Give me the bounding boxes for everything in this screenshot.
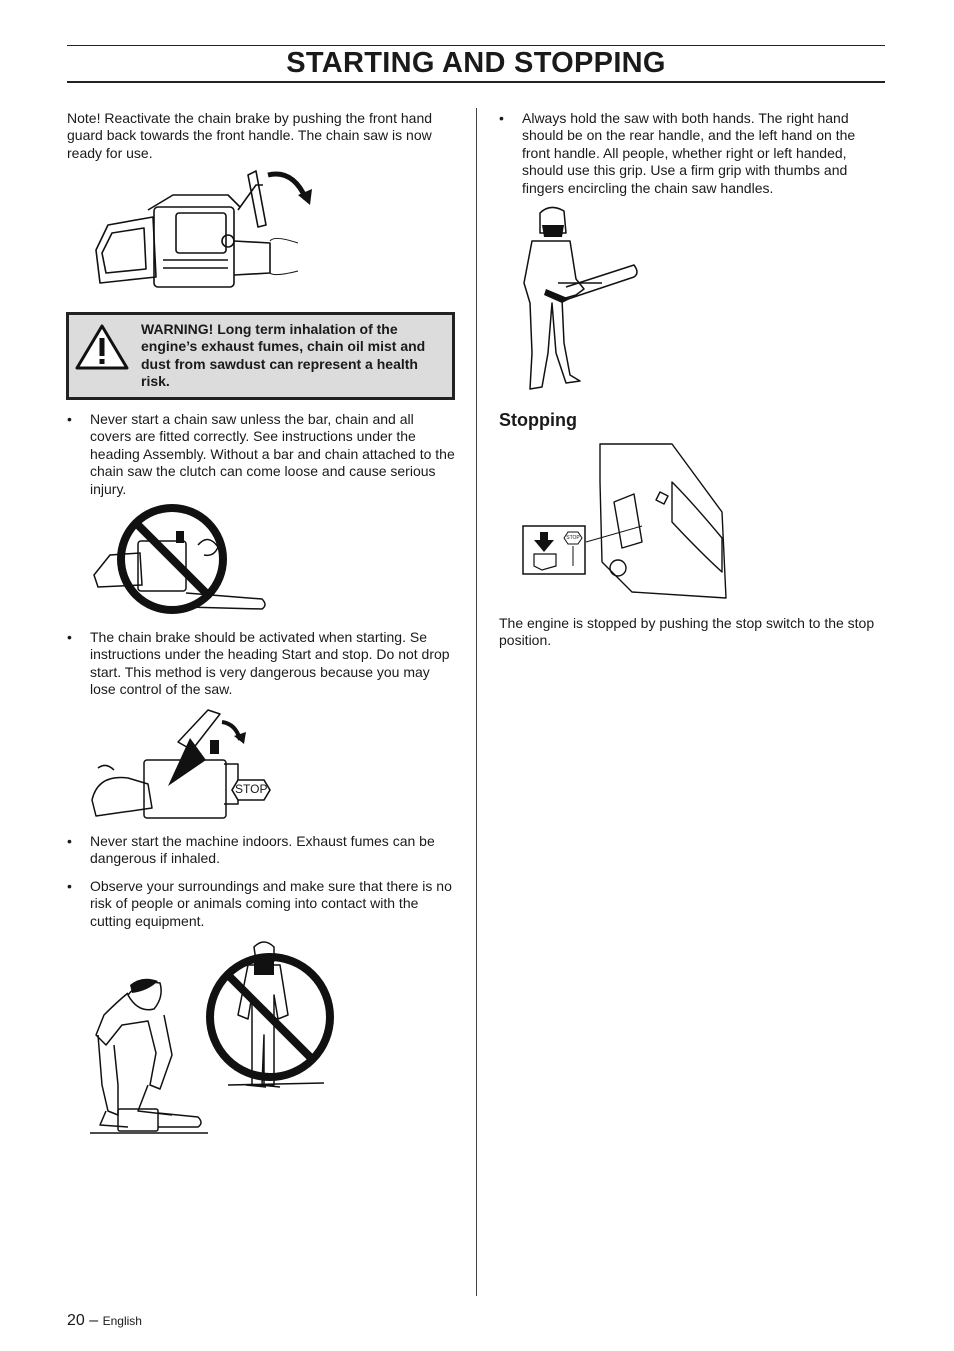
footer-language: English: [102, 1314, 142, 1328]
bullet-text: The chain brake should be activated when starting. Se instructions under the heading Start and stop. Do not drop start. This method is very dangerous because you may lose control of the saw.: [90, 629, 450, 698]
no-bar-prohibited-illustration: [90, 503, 270, 615]
bullet-symbol: •: [67, 833, 72, 849]
note-text: Note! Reactivate the chain brake by pushing the front hand guard back towards the front handle. The chain saw is now ready for use.: [67, 110, 433, 161]
bullet-symbol: •: [67, 629, 72, 645]
warning-triangle-icon: [74, 323, 130, 371]
operator-grip-illustration: [518, 203, 640, 399]
stop-sign-label: STOP: [235, 782, 268, 796]
stop-switch-drawing: [522, 442, 728, 604]
page-title: STARTING AND STOPPING: [286, 47, 666, 79]
title-rule-bottom: [67, 81, 885, 83]
bullet-text: Always hold the saw with both hands. The right hand should be on the rear handle, and the left hand on the front handle. All people, whether right or left handed, should use this grip. Use a firm grip with thumbs and fingers encircling the chain saw handles.: [522, 110, 856, 196]
bullet-text: Observe your surroundings and make sure that there is no risk of people or animals coming into contact with the cutting equipment.: [90, 878, 452, 929]
stop-switch-illustration: [522, 442, 728, 604]
stopping-paragraph: [499, 615, 887, 650]
bullet-symbol: •: [67, 878, 72, 894]
bullet-symbol: •: [67, 411, 72, 427]
chain-brake-stop-illustration: [88, 704, 278, 822]
page-number: 20 –: [67, 1312, 99, 1329]
stopping-text: The engine is stopped by pushing the stop switch to the stop position.: [499, 615, 875, 649]
bullet-symbol: •: [499, 110, 504, 126]
bullet-text: Never start the machine indoors. Exhaust fumes can be dangerous if inhaled.: [90, 833, 435, 867]
surroundings-illustration: [88, 935, 348, 1140]
bullet-text: Never start a chain saw unless the bar, chain and all covers are fitted correctly. See instructions under the heading Assembly. Without a bar and chain attached to the chain saw the clutch can come loose and cause serious injury.: [90, 411, 455, 497]
warning-box: [66, 312, 455, 400]
stopping-heading: Stopping: [499, 410, 577, 430]
stop-switch-label: STOP: [566, 535, 580, 541]
chain-brake-drawing: [88, 704, 278, 822]
chainsaw-brake-illustration: [88, 165, 318, 295]
column-divider: [476, 108, 477, 1296]
stopping-section: [499, 409, 577, 431]
note-paragraph: [67, 110, 452, 162]
page-footer: [67, 1311, 142, 1331]
warning-text: WARNING! Long term inhalation of the engine’s exhaust fumes, chain oil mist and dust from sawdust can represent a health risk.: [141, 321, 426, 390]
